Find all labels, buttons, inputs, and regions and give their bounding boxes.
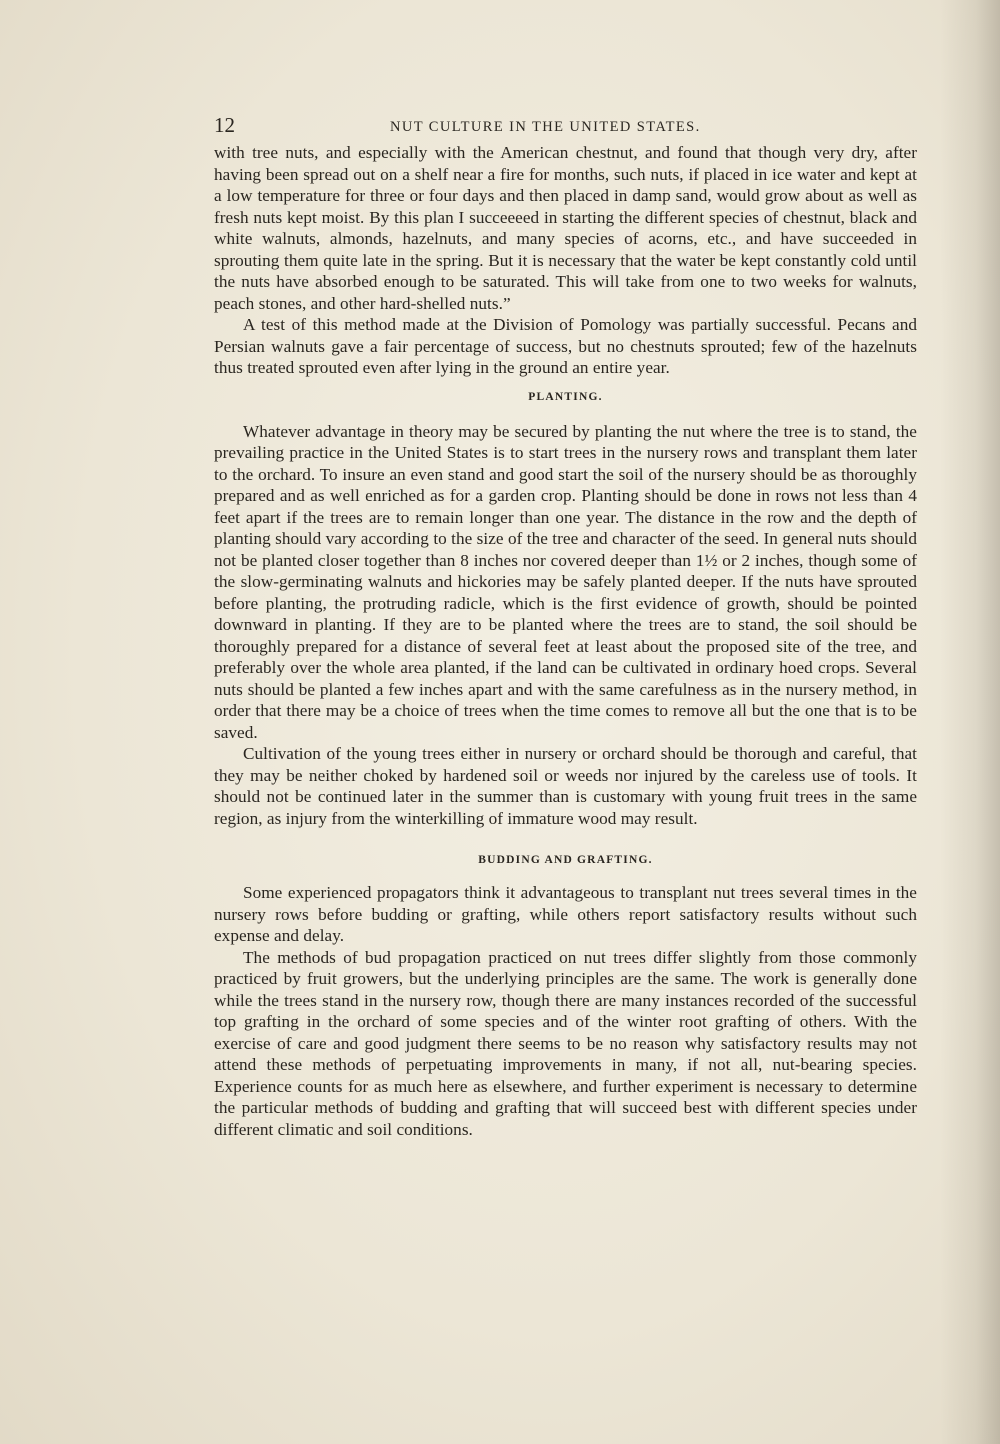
page-number: 12 [214,113,235,137]
text-column [214,112,917,1140]
binding-shadow [940,0,1000,1444]
paragraph-cultivation: Cultivation of the young trees either in nursery or orchard should be thorough and careful, that they may be neither choked by hardened soil or weeds nor injured by the careless use of tools. It should not be continued later in the summer than is customary with young fruit trees in the same region, as injury from the winterkilling of immature wood may result. [214,744,917,828]
running-head [214,112,917,142]
paragraph-planting: Whatever advantage in theory may be secured by planting the nut where the tree is to stand, the prevailing practice in the United States is to start trees in the nursery rows and transplant them later to the orchard. To insure an even stand and good start the soil of the nursery should be as thoroughly prepared and as well enriched as for a garden crop. Planting should be done in rows not less than 4 feet apart if the trees are to remain longer than one year. The distance in the row and the depth of planting should vary according to the size of the tree and character of the seed. In general nuts should not be planted closer together than 8 inches nor covered deeper than 1½ or 2 inches, though some of the slow-germinating walnuts and hickories may be safely planted deeper. If the nuts have sprouted before planting, the protruding radicle, which is the first evidence of growth, should be pointed downward in planting. If they are to be planted where the trees are to stand, the soil should be thoroughly prepared for a distance of several feet at least about the proposed site of the tree, and preferably over the whole area planted, if the land can be cultivated in ordinary hoed crops. Several nuts should be planted a few inches apart and with the same carefulness as in the nursery method, in order that there may be a choice of trees when the time comes to remove all but the one that is to be saved. [214,421,917,742]
section-heading-planting: PLANTING. [528,390,603,403]
paragraph-bud-propagation: The methods of bud propagation practiced on nut trees differ slightly from those commonly practiced by fruit growers, but the underlying principles are the same. The work is generally done while the trees stand in the nursery row, though there are many instances recorded of the successful top grafting in the orchard of some species and of the winter root grafting of others. With the exercise of care and good judgment there seems to be no reason why satisfactory results may not attend these methods of perpetuating improvements in many, if not all, nut-bearing species. Experience counts for as much here as elsewhere, and further experiment is necessary to determine the particular methods of budding and grafting that will succeed best with different species under different climatic and soil conditions. [214,947,917,1139]
paragraph-transplanting: Some experienced propagators think it advantageous to transplant nut trees several times in the nursery rows before budding or grafting, while others report satisfactory results without such expense and delay. [214,883,917,945]
paragraph-continued-quote: with tree nuts, and especially with the American chestnut, and found that though very dry, after having been spread out on a shelf near a fire for months, such nuts, if placed in ice water and kept at a low temperature for three or four days and then placed in damp sand, would grow about as well as fresh nuts kept moist. By this plan I succeeeed in starting the different species of chestnut, black and white walnuts, almonds, hazelnuts, and many species of acorns, etc., and have succeeded in sprouting them quite late in the spring. But it is necessary that the water be kept constantly cold until the nuts have absorbed enough to be saturated. This will take from one to two weeks for walnuts, peach stones, and other hard-shelled nuts.” [214,143,917,313]
body-text [214,142,917,1140]
section-heading-budding-grafting: BUDDING AND GRAFTING. [478,854,653,866]
paragraph-pomology-test: A test of this method made at the Division of Pomology was partially successful. Pecans and Persian walnuts gave a fair percentage of success, but no chestnuts sprouted; few of the hazelnuts thus treated sprouted even after lying in the ground an entire year. [214,315,917,377]
running-title: NUT CULTURE IN THE UNITED STATES. [390,119,701,135]
